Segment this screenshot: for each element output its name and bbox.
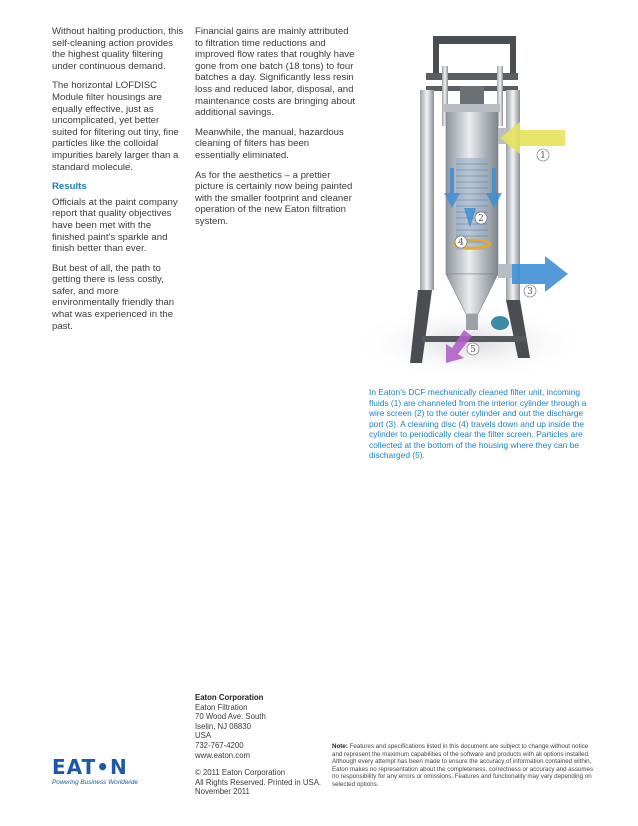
company-name: Eaton Corporation (195, 693, 264, 702)
paragraph: The horizontal LOFDISC Module filter housings are equally effective, just as uncomplicated, yet better suited for filtering out tiny, fine particles like the colloidal impurities barely larger than a standard molecule. (52, 80, 179, 173)
base-crossbar (422, 336, 526, 342)
support-column (420, 90, 434, 290)
copyright: © 2011 Eaton Corporation (195, 768, 286, 778)
callout-number: 3 (527, 287, 533, 297)
callout-2 (475, 212, 487, 224)
website-link[interactable]: www.eaton.com (195, 750, 251, 760)
publication-date: November 2011 (195, 787, 250, 797)
paragraph: Financial gains are mainly attributed to filtration time reductions and improved flow rates that roughly have gone from one batch (18 tons) to four batches a day. Significantly less resin loss and reduced labor, disposal, and maintenance costs are bringing about additional savings. (195, 26, 355, 119)
callout-number: 2 (478, 214, 484, 224)
callout-number: 1 (540, 151, 546, 161)
paragraph: Meanwhile, the manual, hazardous cleaning of filters has been essentially eliminated. (195, 126, 344, 161)
callout-4 (455, 236, 467, 248)
eaton-logo (52, 757, 144, 787)
top-frame-bar (433, 36, 515, 44)
callout-number: 5 (470, 345, 476, 355)
motor (491, 316, 509, 330)
outflow-arrow (512, 256, 568, 292)
rights-statement: All Rights Reserved. Printed in USA. (195, 777, 322, 787)
contact-block (195, 693, 325, 797)
address-line: Eaton Filtration (195, 702, 248, 712)
section-heading-results: Results (52, 181, 87, 193)
logo-wordmark: EAT•N (52, 755, 128, 779)
discharge-port (498, 264, 512, 278)
filter-unit-illustration (360, 18, 610, 380)
paragraph: As for the aesthetics – a prettier picture is certainly now being painted with the smaller footprint and cleaner operation of the new Eaton filtration system. (195, 169, 353, 227)
callout-5 (467, 343, 479, 355)
top-frame-post (510, 36, 516, 76)
phone-number: 732-767-4200 (195, 740, 244, 750)
callout-number: 4 (458, 238, 464, 248)
logo-tagline: Powering Business Worldwide (52, 779, 138, 786)
paragraph: Officials at the paint company report that quality objectives have been met with the finished paint's sparkle and finish better than ever. (52, 196, 178, 255)
address-line: 70 Wood Ave. South (195, 712, 266, 722)
top-frame-post (433, 36, 439, 76)
text-column-left (52, 26, 186, 340)
paragraph: Without halting production, this self-cleaning action provides the highest quality filtering under continuous demand. (52, 26, 184, 72)
frame-rail (426, 73, 518, 80)
disclaimer-note (332, 743, 594, 789)
address-line: USA (195, 731, 212, 741)
callout-3 (524, 285, 536, 297)
actuator (460, 86, 484, 106)
paragraph: But best of all, the path to getting there is less costly, safer, and more environmentally friendly than what was experienced in the past. (52, 262, 175, 332)
housing-flange (444, 104, 500, 112)
address-line: Iselin, NJ 08830 (195, 721, 251, 731)
figure-caption: In Eaton's DCF mechanically cleaned filter unit, incoming fluids (1) are channeled from the interior cylinder through a wire screen (2) to the outer cylinder and out the discharge port (3). A cleaning disc (4) travels down and up inside the cylinder to periodically clear the filter screen. Particles are collected at the bottom of the housing where they can be discharged (5). (369, 387, 587, 460)
note-label: Note: (332, 743, 348, 750)
text-column-middle (195, 26, 355, 236)
callout-1 (537, 149, 549, 161)
discharge-valve (466, 314, 478, 330)
note-text: Features and specifications listed in this document are subject to change without notice and represent the maximum capabilities of the software and products with all options installed. Although every attempt has been made to ensure the accuracy of information contained within, Eaton makes no representation about the completeness, correctness or accuracy and assumes no responsibility for any errors or omissions. Features and functionality may vary depending on selected options. (332, 743, 594, 788)
